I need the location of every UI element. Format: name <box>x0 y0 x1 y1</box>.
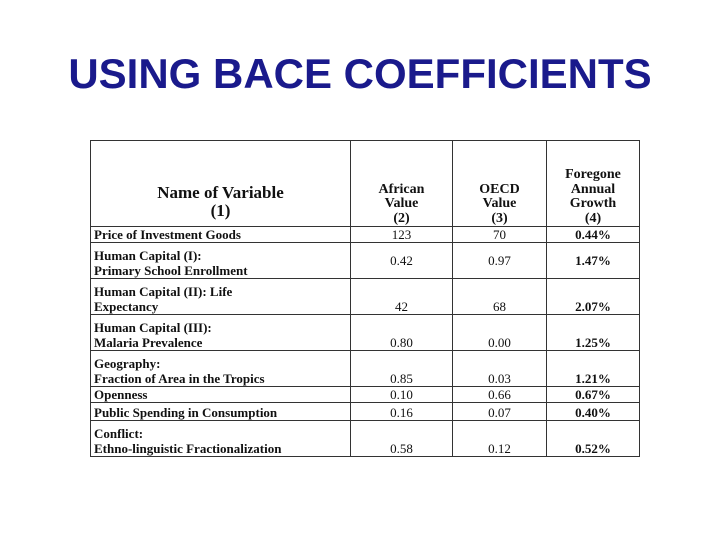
variable-name-line: Primary School Enrollment <box>94 263 248 278</box>
variable-name <box>91 351 351 387</box>
variable-name <box>91 243 351 279</box>
foregone-growth: 0.52% <box>547 421 640 457</box>
table-row <box>91 227 640 243</box>
table-row <box>91 421 640 457</box>
oecd-value: 0.03 <box>453 351 547 387</box>
african-value: 123 <box>351 227 453 243</box>
variable-name-line: Conflict: <box>94 426 144 441</box>
table-row <box>91 279 640 315</box>
variable-name-line: Human Capital (II): Life <box>94 284 233 299</box>
variable-name <box>91 403 351 421</box>
header-label: Annual <box>570 181 616 197</box>
table-row <box>91 243 640 279</box>
variable-name-line: Human Capital (III): <box>94 320 212 335</box>
table-row <box>91 315 640 351</box>
african-value: 0.42 <box>351 243 453 279</box>
table-header-row <box>91 141 640 227</box>
african-value: 0.16 <box>351 403 453 421</box>
variable-name <box>91 421 351 457</box>
foregone-growth: 0.40% <box>547 403 640 421</box>
variable-name <box>91 387 351 403</box>
header-label: Name of Variable <box>157 183 284 202</box>
header-african-value <box>351 141 453 227</box>
header-name-of-variable <box>91 141 351 227</box>
header-label: Value <box>482 196 517 211</box>
header-label: African <box>378 181 425 197</box>
header-label: (2) <box>393 210 410 226</box>
header-label: Value <box>384 196 419 211</box>
header-label: Foregone <box>565 167 621 182</box>
table-row <box>91 387 640 403</box>
foregone-growth: 1.47% <box>547 243 640 279</box>
oecd-value: 0.66 <box>453 387 547 403</box>
header-label: (3) <box>491 210 508 226</box>
foregone-growth: 0.44% <box>547 227 640 243</box>
african-value: 0.85 <box>351 351 453 387</box>
variable-name-line: Openness <box>94 387 148 402</box>
oecd-value: 70 <box>453 227 547 243</box>
page-title: USING BACE COEFFICIENTS <box>68 50 652 97</box>
african-value: 0.80 <box>351 315 453 351</box>
african-value: 42 <box>351 279 453 315</box>
oecd-value: 0.12 <box>453 421 547 457</box>
foregone-growth: 0.67% <box>547 387 640 403</box>
foregone-growth: 1.25% <box>547 315 640 351</box>
oecd-value: 0.07 <box>453 403 547 421</box>
variable-name-line: Geography: <box>94 356 161 371</box>
foregone-growth: 1.21% <box>547 351 640 387</box>
table-row <box>91 403 640 421</box>
variable-name <box>91 315 351 351</box>
header-label: Growth <box>569 196 617 211</box>
african-value: 0.58 <box>351 421 453 457</box>
variable-name-line: Human Capital (I): <box>94 248 202 263</box>
header-label: OECD <box>479 181 520 197</box>
variable-name <box>91 227 351 243</box>
header-label: (1) <box>210 201 231 220</box>
variable-name-line: Price of Investment Goods <box>94 227 241 242</box>
header-foregone-annual-growth <box>547 141 640 227</box>
header-label: (4) <box>584 210 602 226</box>
african-value: 0.10 <box>351 387 453 403</box>
oecd-value: 0.00 <box>453 315 547 351</box>
variable-name-line: Fraction of Area in the Tropics <box>94 371 265 386</box>
variable-name-line: Malaria Prevalence <box>94 335 203 350</box>
variable-name-line: Public Spending in Consumption <box>94 405 278 420</box>
header-oecd-value <box>453 141 547 227</box>
table-row <box>91 351 640 387</box>
variable-name-line: Expectancy <box>94 299 159 314</box>
oecd-value: 68 <box>453 279 547 315</box>
variable-name-line: Ethno-linguistic Fractionalization <box>94 441 282 456</box>
variable-name <box>91 279 351 315</box>
oecd-value: 0.97 <box>453 243 547 279</box>
bace-coefficients-table <box>90 140 640 457</box>
foregone-growth: 2.07% <box>547 279 640 315</box>
